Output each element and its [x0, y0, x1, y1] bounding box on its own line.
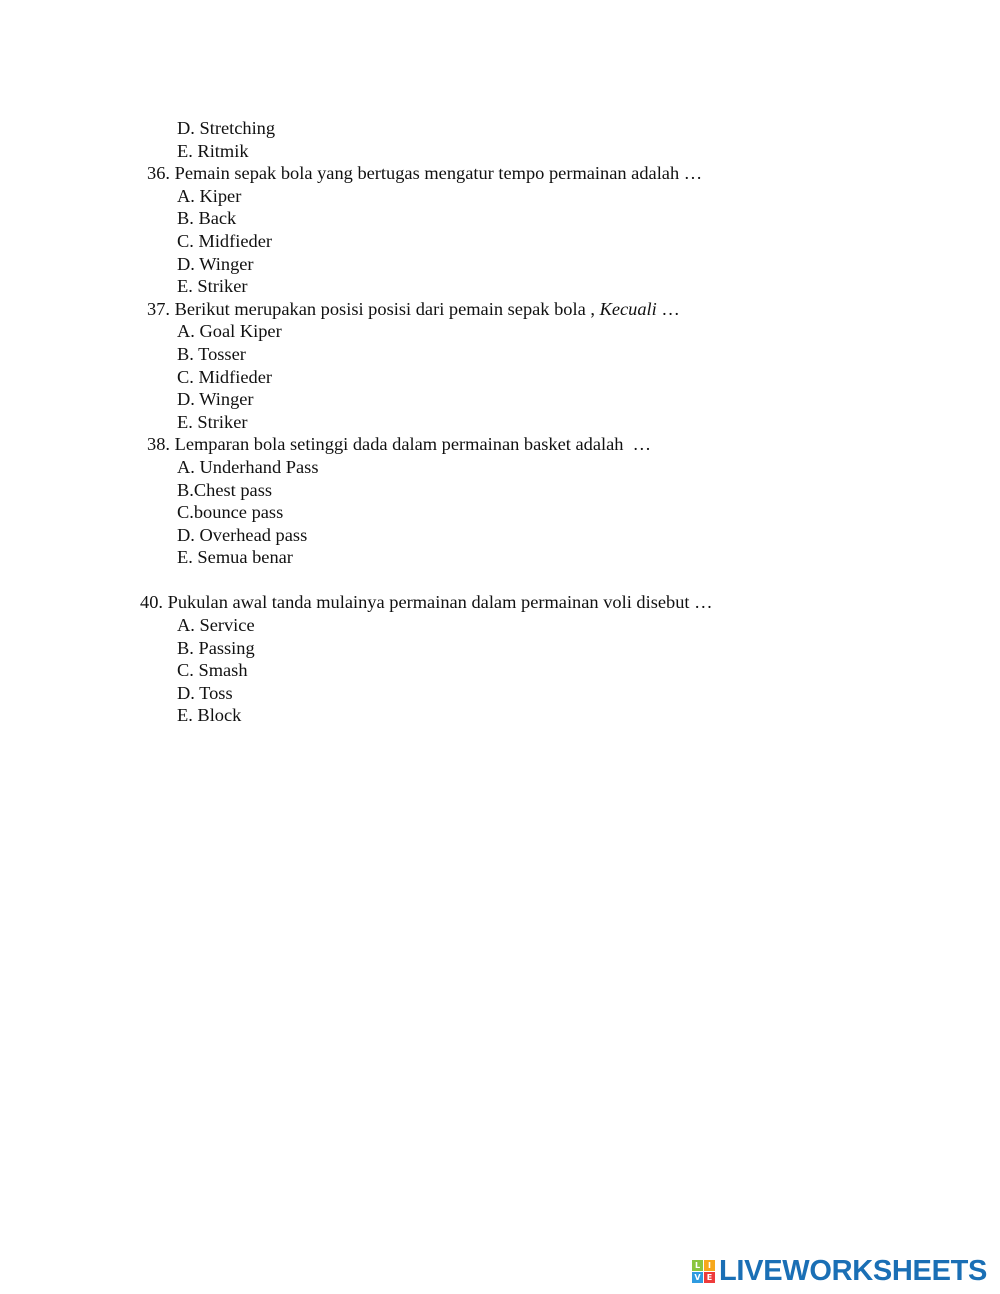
logo-square-v: V [692, 1272, 703, 1283]
question-number: 37. [147, 298, 170, 319]
option-37-c: C. Midfieder [177, 366, 272, 387]
option-36-a: A. Kiper [177, 185, 242, 206]
option-38-a: A. Underhand Pass [177, 456, 319, 477]
option-37-b: B. Tosser [177, 343, 246, 364]
spacer [0, 569, 1000, 592]
question-40 [0, 591, 1000, 614]
option-40-e: E. Block [177, 705, 242, 726]
question-36 [0, 162, 1000, 185]
option-36-c: C. Midfieder [177, 230, 272, 251]
option-35-d: D. Stretching [177, 118, 276, 138]
option-37-e: E. Striker [177, 411, 248, 432]
question-text: Pukulan awal tanda mulainya permainan dalam permainan voli disebut … [167, 592, 713, 613]
liveworksheets-logo [692, 1254, 987, 1288]
logo-mark-icon [692, 1260, 715, 1283]
option-37-a: A. Goal Kiper [177, 321, 282, 342]
question-text: Lemparan bola setinggi dada dalam permainan basket adalah … [174, 434, 652, 455]
option-40-b: B. Passing [177, 637, 255, 658]
option-36-b: B. Back [177, 208, 237, 229]
option-35-e: E. Ritmik [177, 140, 249, 161]
option-40-d: D. Toss [177, 682, 233, 703]
question-number: 40. [140, 592, 163, 613]
option-36-e: E. Striker [177, 276, 248, 297]
logo-square-l: L [692, 1260, 703, 1271]
option-38-c: C.bounce pass [177, 502, 284, 523]
option-36-d: D. Winger [177, 253, 254, 274]
question-37 [0, 298, 1000, 321]
option-38-e: E. Semua benar [177, 547, 293, 568]
question-emphasis: Kecuali [599, 298, 657, 319]
question-text: Pemain sepak bola yang bertugas mengatur tempo permainan adalah … [174, 163, 703, 184]
option-37-d: D. Winger [177, 389, 254, 410]
question-ellipsis: … [656, 298, 680, 319]
option-38-d: D. Overhead pass [177, 524, 308, 545]
question-number: 38. [147, 434, 170, 455]
logo-text: LIVEWORKSHEETS [719, 1254, 988, 1287]
logo-square-i: I [704, 1260, 715, 1271]
logo-square-e: E [704, 1272, 715, 1283]
option-38-b: B.Chest pass [177, 479, 273, 500]
question-38 [0, 433, 1000, 456]
option-40-a: A. Service [177, 615, 255, 636]
question-text: Berikut merupakan posisi posisi dari pemain sepak bola , [174, 298, 600, 319]
worksheet-page [0, 117, 1000, 727]
option-40-c: C. Smash [177, 660, 248, 681]
question-number: 36. [147, 163, 170, 184]
